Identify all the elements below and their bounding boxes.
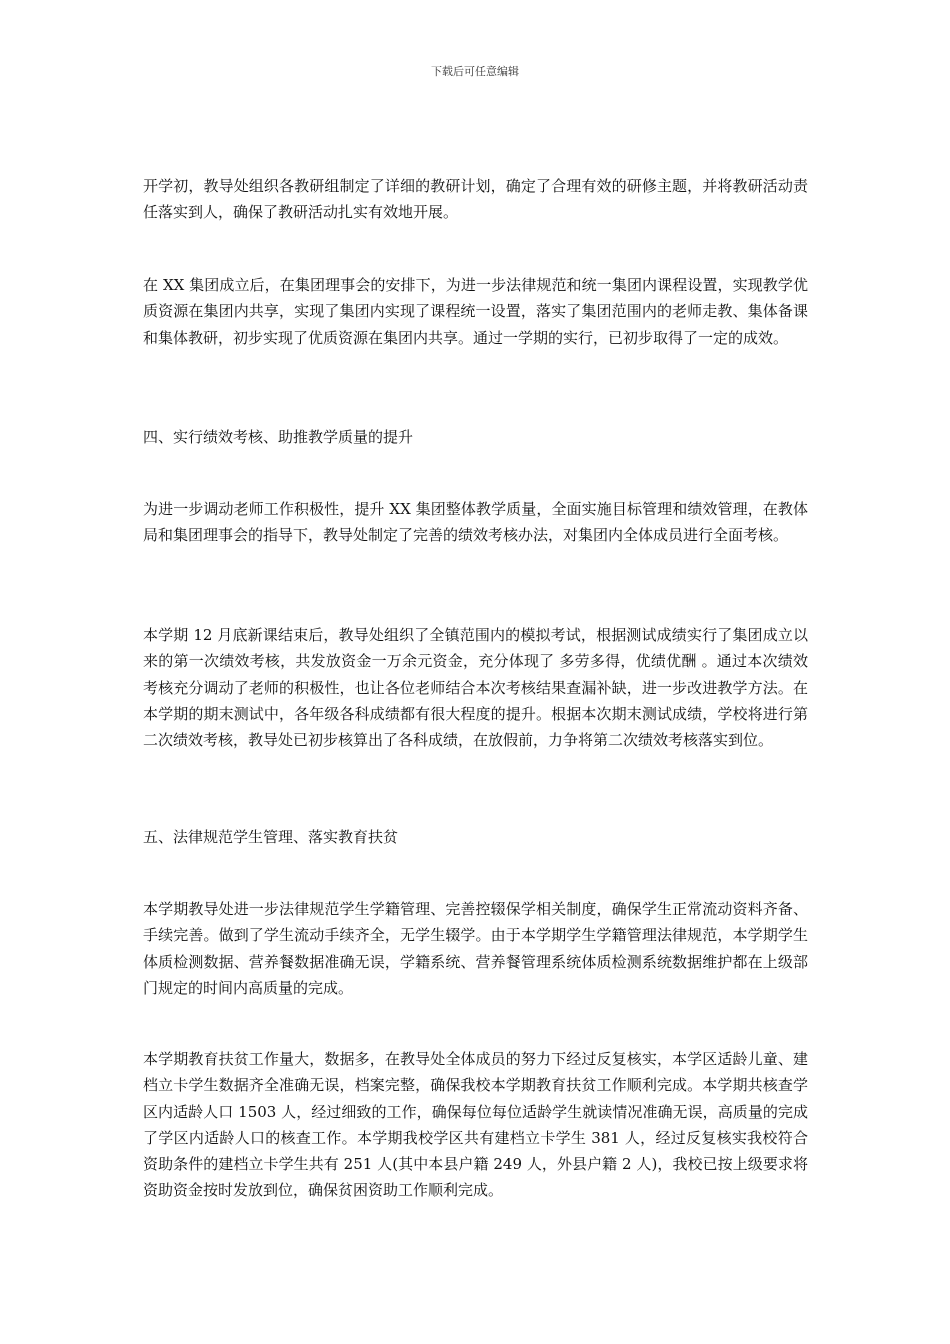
paragraph-student-management: 本学期教导处进一步法律规范学生学籍管理、完善控辍保学相关制度，确保学生正常流动资料齐备、手续完善。做到了学生流动手续齐全，无学生辍学。由于本学期学生学籍管理法律规范，本学期学生体质检测数据、营养餐数据准确无误，学籍系统、营养餐管理系统体质检测系统数据维护都在上级部门规定的时间内高质量的完成。 xyxy=(143,900,808,997)
paragraph-group-curriculum: 在 XX 集团成立后，在集团理事会的安排下，为进一步法律规范和统一集团内课程设置，实现教学优质资源在集团内共享，实现了集团内实现了课程统一设置，落实了集团范围内的老师走教、集体备课和集体教研，初步实现了优质资源在集团内共享。通过一学期的实行，已初步取得了一定的成效。 xyxy=(143,276,808,347)
paragraph-education-poverty-relief: 本学期教育扶贫工作量大，数据多，在教导处全体成员的努力下经过反复核实，本学区适龄儿童、建档立卡学生数据齐全准确无误，档案完整，确保我校本学期教育扶贫工作顺利完成。本学期共核查学区内适龄人口 1503 人，经过细致的工作，确保每位每位适龄学生就读情况准确无误，高质量的完成了学区内适龄人口的核查工作。本学期我校学区共有建档立卡学生 381 人，经过反复核实我校符合资助条件的建档立卡学生共有 251 人(其中本县户籍 249 人，外县户籍 2 人)，我校已按上级要求将资助资金按时发放到位，确保贫困资助工作顺利完成。 xyxy=(143,1050,808,1200)
section-heading-4: 四、实行绩效考核、助推教学质量的提升 xyxy=(143,428,414,446)
page-header: 下载后可任意编辑 xyxy=(431,65,519,78)
paragraph-performance-assessment: 本学期 12 月底新课结束后，教导处组织了全镇范围内的模拟考试，根据测试成绩实行了集团成立以来的第一次绩效考核，共发放资金一万余元资金，充分体现了 多劳多得，优绩优酬 。通过本次绩效考核充分调动了老师的积极性，也让各位老师结合本次考核结果查漏补缺，进一步改进教学方法。在本学期的期末测试中，各年级各科成绩都有很大程度的提升。根据本次期末测试成绩，学校将进行第二次绩效考核，教导处已初步核算出了各科成绩，在放假前，力争将第二次绩效考核落实到位。 xyxy=(143,626,808,750)
paragraph-performance-management: 为进一步调动老师工作积极性，提升 XX 集团整体教学质量，全面实施目标管理和绩效管理，在教体局和集团理事会的指导下，教导处制定了完善的绩效考核办法，对集团内全体成员进行全面考核。 xyxy=(143,500,808,545)
section-heading-5: 五、法律规范学生管理、落实教育扶贫 xyxy=(143,828,399,846)
paragraph-research-plan: 开学初，教导处组织各教研组制定了详细的教研计划，确定了合理有效的研修主题，并将教研活动责任落实到人，确保了教研活动扎实有效地开展。 xyxy=(143,177,808,222)
